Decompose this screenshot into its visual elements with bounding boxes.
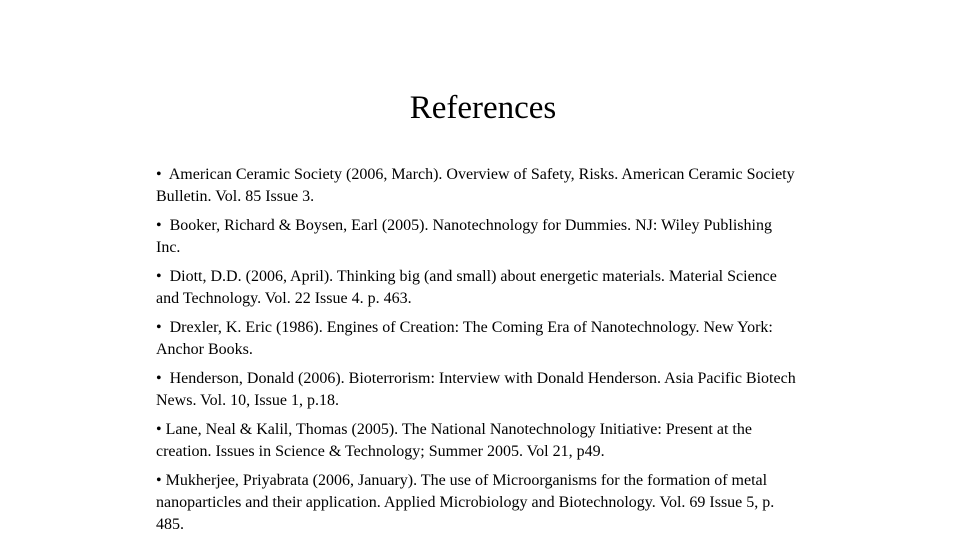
bullet-icon: • (156, 217, 162, 234)
reference-text: Booker, Richard & Boysen, Earl (2005). Nanotechnology for Dummies. NJ: Wiley Publishing Inc. (156, 217, 772, 256)
reference-text: Henderson, Donald (2006). Bioterrorism: Interview with Donald Henderson. Asia Pacific Biotech News. Vol. 10, Issue 1, p.18. (156, 370, 796, 409)
bullet-icon: • (156, 319, 162, 336)
reference-list (156, 164, 796, 543)
reference-item (156, 419, 796, 463)
bullet-icon: • (156, 370, 162, 387)
reference-text: Drexler, K. Eric (1986). Engines of Creation: The Coming Era of Nanotechnology. New York: Anchor Books. (156, 319, 773, 358)
reference-text: Diott, D.D. (2006, April). Thinking big (and small) about energetic materials. Material Science and Technology. Vol. 22 Issue 4. p. 463. (156, 268, 777, 307)
reference-text: American Ceramic Society (2006, March). Overview of Safety, Risks. American Ceramic Society Bulletin. Vol. 85 Issue 3. (156, 166, 795, 205)
bullet-icon: • (156, 166, 162, 183)
reference-item (156, 317, 796, 361)
bullet-icon: • (156, 421, 162, 438)
reference-text: Lane, Neal & Kalil, Thomas (2005). The National Nanotechnology Initiative: Present at the creation. Issues in Science & Technology; Summer 2005. Vol 21, p49. (156, 421, 752, 460)
reference-item (156, 368, 796, 412)
reference-item (156, 164, 796, 208)
reference-text: Mukherjee, Priyabrata (2006, January). The use of Microorganisms for the formation of metal nanoparticles and their application. Applied Microbiology and Biotechnology. Vol. 69 Issue 5, p. 485. (156, 472, 775, 533)
reference-item (156, 215, 796, 259)
bullet-icon: • (156, 472, 162, 489)
reference-item (156, 470, 796, 536)
reference-item (156, 266, 796, 310)
bullet-icon: • (156, 268, 162, 285)
slide-title: References (409, 90, 557, 126)
